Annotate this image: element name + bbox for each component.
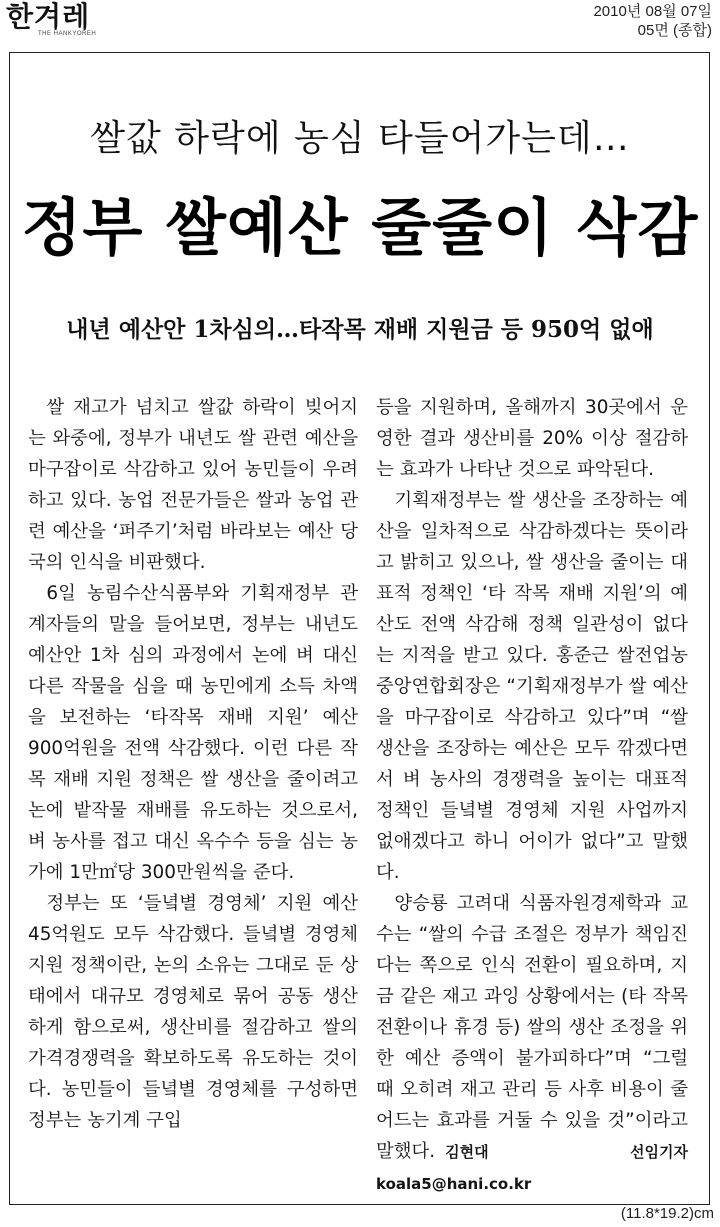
body-paragraph: 6일 농림수산식품부와 기획재정부 관계자들의 말을 들어보면, 정부는 내년도 예산안 1차 심의 과정에서 논에 벼 대신 다른 작물을 심을 때 농민에게 소득 차액을 보전하는 ‘타작목 재배 지원’ 예산 900억원을 전액 삭감했다. 이런 다른 작목 재배 지원 정책은 쌀 생산을 줄이려고 논에 밭작물 재배를 유도하는 것으로서, 벼 농사를 접고 대신 옥수수 등을 심는 농가에 1만㎡당 300만원씩을 준다.: [28, 583, 358, 883]
byline: 김현대 선임기자 koala5@hani.co.kr: [376, 1143, 688, 1193]
body-paragraph-final: [376, 888, 688, 1200]
newspaper-logo-subtitle: THE HANKYOREH: [38, 31, 97, 37]
body-paragraph: 기획재정부는 쌀 생산을 조장하는 예산을 일차적으로 삭감하겠다는 뜻이라고 밝히고 있으나, 쌀 생산을 줄이는 대표적 정책인 ‘타 작목 재배 지원’의 예산도 전액 삭감해 정책 일관성이 없다는 지적을 받고 있다. 홍준근 쌀전업농중앙연합회장은 “기획재정부가 쌀 예산을 마구잡이로 삭감하고 있다”며 “쌀 생산을 조장하는 예산은 모두 깎겠다면서 벼 농사의 경쟁력을 높이는 대표적 정책인 들녘별 경영체 지원 사업까지 없애겠다고 하니 어이가 없다”고 말했다.: [376, 490, 688, 883]
clipping-size-note: (11.8*19.2)cm: [620, 1205, 714, 1222]
body-paragraph: 쌀 재고가 넘치고 쌀값 하락이 빚어지는 와중에, 정부가 내년도 쌀 관련 예산을 마구잡이로 삭감하고 있어 농민들이 우려하고 있다. 농업 전문가들은 쌀과 농업 관련 예산을 ‘퍼주기’처럼 바라보는 예산 당국의 인식을 비판했다.: [28, 397, 358, 573]
dateline: [593, 2, 712, 40]
newspaper-logo: 한겨레: [6, 0, 91, 33]
article-subhead: 내년 예산안 1차심의…타작목 재배 지원금 등 950억 없애: [66, 316, 654, 343]
page-section: 05면 (종합): [637, 22, 712, 39]
body-text: 양승룡 고려대 식품자원경제학과 교수는 “쌀의 수급 조절은 정부가 책임진다는 쪽으로 인식 전환이 필요하며, 지금 같은 재고 과잉 상황에서는 (타 작목 전환이나 휴경 등) 쌀의 생산 조정을 위한 예산 증액이 불가피하다”며 “그럴 때 오히려 재고 관리 등 사후 비용이 줄어드는 효과를 거둘 수 있을 것”이라고 말했다.: [376, 893, 688, 1162]
article-kicker: 쌀값 하락에 농심 타들어가는데…: [90, 118, 630, 159]
body-paragraph-continued: 등을 지원하며, 올해까지 30곳에서 운영한 결과 생산비를 20% 이상 절감하는 효과가 나타난 것으로 파악된다.: [376, 397, 688, 480]
article-column-right: [376, 392, 688, 1200]
body-paragraph: 정부는 또 ‘들녘별 경영체’ 지원 예산 45억원도 모두 삭감했다. 들녘별 경영체 지원 정책이란, 논의 소유는 그대로 둔 상태에서 대규모 경영체로 묶어 공동 생산하게 함으로써, 생산비를 절감하고 쌀의 가격경쟁력을 확보하도록 유도하는 것이다. 농민들이 들녘별 경영체를 구성하면 정부는 농기계 구입: [28, 893, 358, 1131]
masthead: [0, 0, 720, 48]
publication-date: 2010년 08월 07일: [593, 3, 712, 20]
article-headline: 정부 쌀예산 줄줄이 삭감: [21, 191, 699, 264]
article-column-left: [28, 392, 358, 1136]
